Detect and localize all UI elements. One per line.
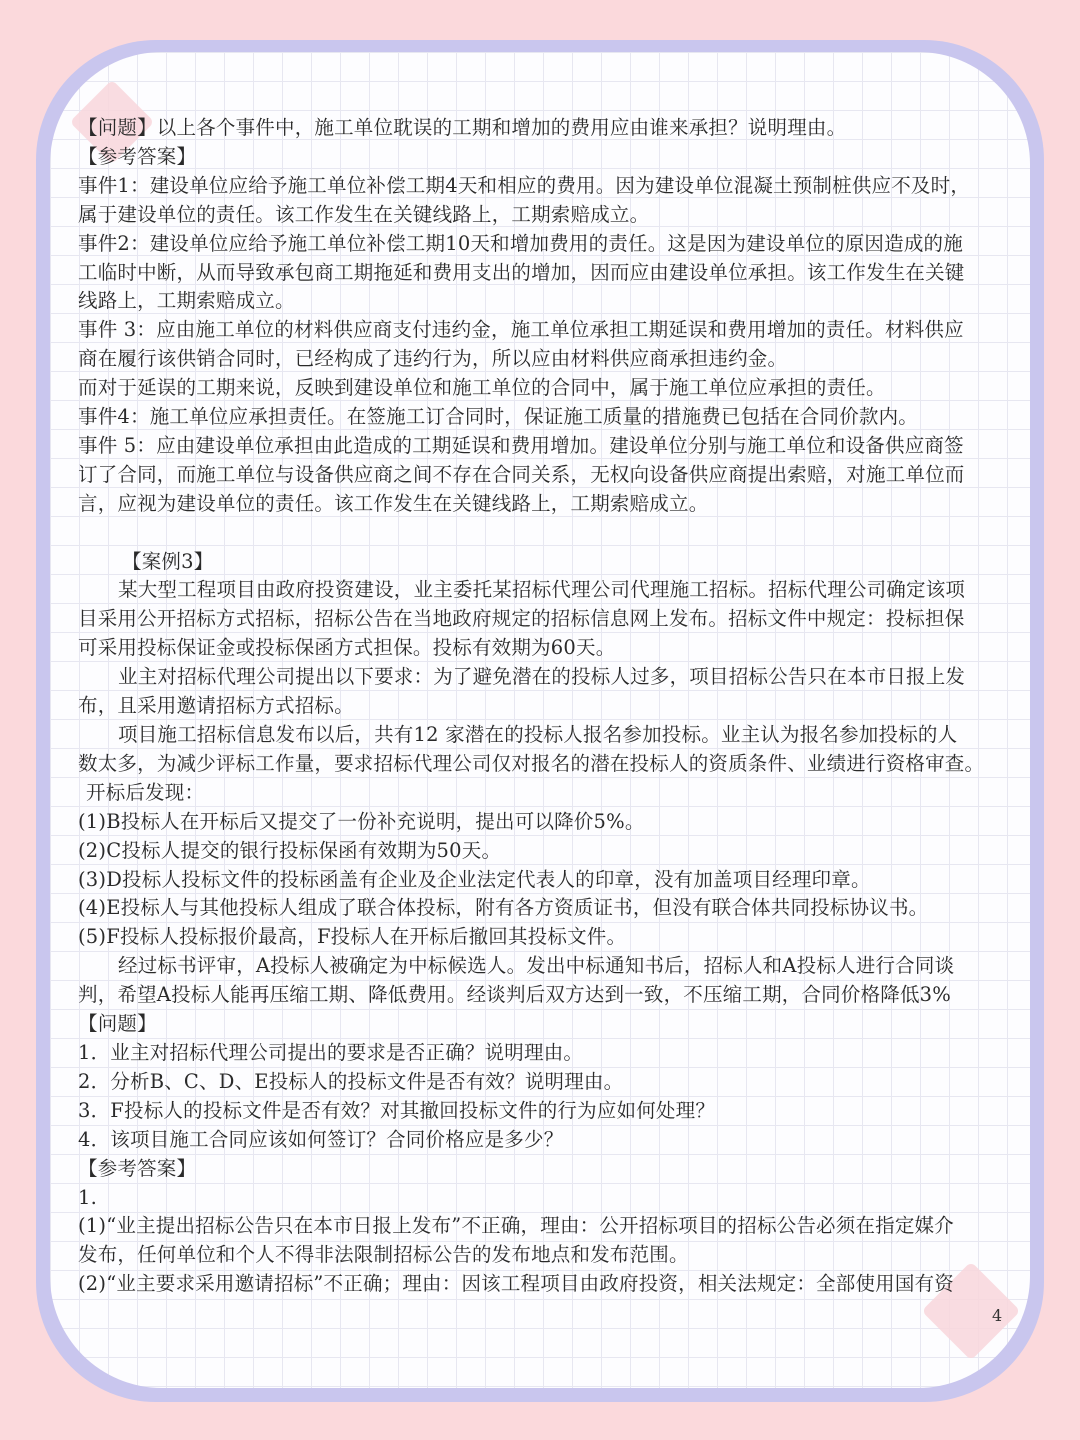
text-line: 可采用投标保证金或投标保函方式担保。投标有效期为60天。	[78, 636, 616, 660]
question-item: 1．业主对招标代理公司提出的要求是否正确？说明理由。	[78, 1040, 584, 1064]
list-item: (3)D投标人投标文件的投标函盖有企业及企业法定代表人的印章，没有加盖项目经理印章。	[78, 867, 871, 891]
text-line: 布，且采用邀请招标方式招标。	[78, 694, 354, 718]
document-body	[78, 114, 1060, 1299]
text-line: (1)“业主提出招标公告只在本市日报上发布”不正确，理由：公开招标项目的招标公告必须在指定媒介	[78, 1214, 954, 1238]
case-heading: 【案例3】	[122, 549, 214, 573]
text-line: (2)“业主要求采用邀请招标”不正确；理由：因该工程项目由政府投资，相关法规定：全部使用国有资	[78, 1272, 954, 1296]
list-item: (2)C投标人提交的银行投标保函有效期为50天。	[78, 838, 502, 862]
list-item: (4)E投标人与其他投标人组成了联合体投标，附有各方资质证书，但没有联合体共同投标协议书。	[78, 896, 929, 920]
answer-number: 1.	[78, 1185, 98, 1209]
reference-answer-heading: 【参考答案】	[78, 144, 197, 168]
text-line: 开标后发现：	[86, 780, 205, 804]
question-item: 4．该项目施工合同应该如何签订？合同价格应是多少？	[78, 1127, 564, 1151]
text-line: 事件 3：应由施工单位的材料供应商支付违约金，施工单位承担工期延误和费用增加的责任。材料供应	[78, 318, 964, 342]
text-line: 事件1：建设单位应给予施工单位补偿工期4天和相应的费用。因为建设单位混凝土预制桩供应不及时，	[78, 173, 971, 197]
text-line: 目采用公开招标方式招标，招标公告在当地政府规定的招标信息网上发布。招标文件中规定：投标担保	[78, 607, 965, 631]
list-item: (5)F投标人投标报价最高，F投标人在开标后撤回其投标文件。	[78, 925, 627, 949]
text-line: 经过标书评审，A投标人被确定为中标候选人。发出中标通知书后，招标人和A投标人进行合同谈	[118, 954, 955, 978]
text-line: 商在履行该供销合同时，已经构成了违约行为，所以应由材料供应商承担违约金。	[78, 347, 788, 371]
question-heading: 【问题】	[78, 1012, 157, 1036]
text-line: 数太多，为减少评标工作量，要求招标代理公司仅对报名的潜在投标人的资质条件、业绩进行资格审查。	[78, 751, 985, 775]
text-line: 发布，任何单位和个人不得非法限制招标公告的发布地点和发布范围。	[78, 1243, 689, 1267]
text-line: 订了合同，而施工单位与设备供应商之间不存在合同关系，无权向设备供应商提出索赔，对施工单位而	[78, 462, 965, 486]
text-line: 某大型工程项目由政府投资建设，业主委托某招标代理公司代理施工招标。招标代理公司确定该项	[118, 578, 966, 602]
text-line: 业主对招标代理公司提出以下要求：为了避免潜在的投标人过多，项目招标公告只在本市日报上发	[118, 665, 966, 689]
page-number: 4	[992, 1306, 1003, 1325]
text-line: 事件4：施工单位应承担责任。在签施工订合同时，保证施工质量的措施费已包括在合同价款内。	[78, 405, 919, 429]
text-line: 项目施工招标信息发布以后，共有12 家潜在的投标人报名参加投标。业主认为报名参加投标的人	[118, 723, 958, 747]
text-line: 言，应视为建设单位的责任。该工作发生在关键线路上，工期索赔成立。	[78, 491, 709, 515]
text-line: 事件2：建设单位应给予施工单位补偿工期10天和增加费用的责任。这是因为建设单位的原因造成的施	[78, 231, 963, 255]
text-line: 工临时中断，从而导致承包商工期拖延和费用支出的增加，因而应由建设单位承担。该工作发生在关键	[78, 260, 965, 284]
text-line: 而对于延误的工期来说，反映到建设单位和施工单位的合同中，属于施工单位应承担的责任。	[78, 376, 886, 400]
question-item: 3．F投标人的投标文件是否有效？对其撤回投标文件的行为应如何处理？	[78, 1098, 716, 1122]
question-item: 2．分析B、C、D、E投标人的投标文件是否有效？说明理由。	[78, 1069, 624, 1093]
text-line: 线路上，工期索赔成立。	[78, 289, 295, 313]
question-line: 【问题】以上各个事件中，施工单位耽误的工期和增加的费用应由谁来承担？说明理由。	[78, 116, 847, 139]
reference-answer-heading: 【参考答案】	[78, 1156, 197, 1180]
text-line: 判，希望A投标人能再压缩工期、降低费用。经谈判后双方达到一致，不压缩工期，合同价格降低3%	[78, 983, 952, 1007]
text-line: 事件 5：应由建设单位承担由此造成的工期延误和费用增加。建设单位分别与施工单位和设备供应商签	[78, 433, 964, 457]
text-line: 属于建设单位的责任。该工作发生在关键线路上，工期索赔成立。	[78, 202, 650, 226]
list-item: (1)B投标人在开标后又提交了一份补充说明，提出可以降价5%。	[78, 809, 645, 833]
